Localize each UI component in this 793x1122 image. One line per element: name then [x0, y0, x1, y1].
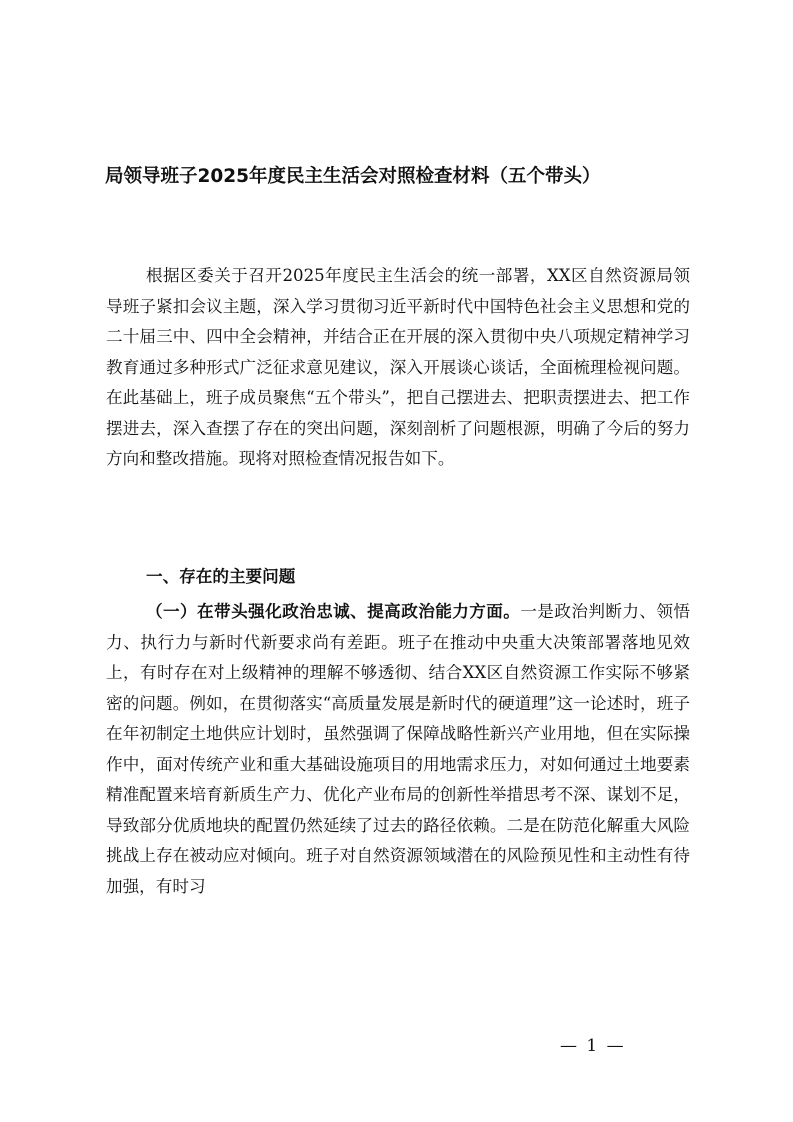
- subsection-paragraph: [106, 596, 690, 902]
- page-number: — 1 —: [560, 1036, 626, 1056]
- section-heading: 一、存在的主要问题: [146, 567, 296, 586]
- intro-paragraph: 根据区委关于召开2025年度民主生活会的统一部署，XX区自然资源局领导班子紧扣会议主题，深入学习贯彻习近平新时代中国特色社会主义思想和党的二十届三中、四中全会精神，并结合正在开展的深入贯彻中央八项规定精神学习教育通过多种形式广泛征求意见建议，深入开展谈心谈话，全面梳理检视问题。在此基础上，班子成员聚焦“五个带头”，把自己摆进去、把职责摆进去、把工作摆进去，深入查摆了存在的突出问题，深刻剖析了问题根源，明确了今后的努力方向和整改措施。现将对照检查情况报告如下。: [106, 266, 690, 468]
- document-title: 局领导班子2025年度民主生活会对照检查材料（五个带头）: [105, 166, 601, 187]
- subsection-body: 一是政治判断力、领悟力、执行力与新时代新要求尚有差距。班子在推动中央重大决策部署落地见效上，有时存在对上级精神的理解不够透彻、结合XX区自然资源工作实际不够紧密的问题。例如，在贯彻落实“高质量发展是新时代的硬道理”这一论述时，班子在年初制定土地供应计划时，虽然强调了保障战略性新兴产业用地，但在实际操作中，面对传统产业和重大基础设施项目的用地需求压力，对如何通过土地要素精准配置来培育新质生产力、优化产业布局的创新性举措思考不深、谋划不足，导致部分优质地块的配置仍然延续了过去的路径依赖。二是在防范化解重大风险挑战上存在被动应对倾向。班子对自然资源领域潜在的风险预见性和主动性有待加强，有时习: [106, 602, 691, 896]
- subsection-heading: （一）在带头强化政治忠诚、提高政治能力方面。: [146, 601, 521, 621]
